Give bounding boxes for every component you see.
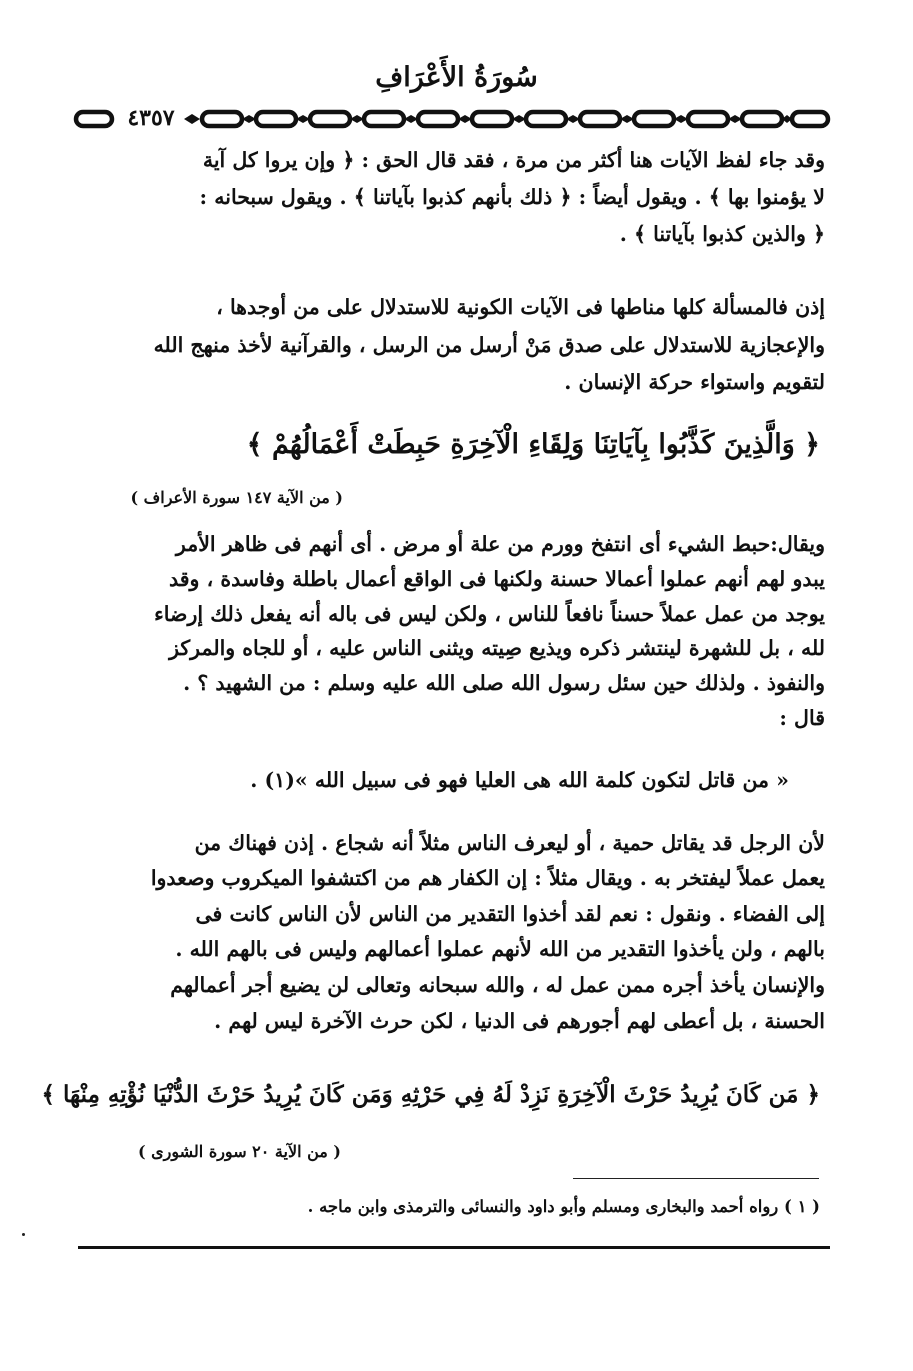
quran-verse: ﴿ مَن كَانَ يُرِيدُ حَرْثَ الْآخِرَةِ نَزِدْ لَهُ فِي حَرْثِهِ وَمَن كَانَ يُرِيدُ حَرْثَ الدُّنْيَا نُؤْتِهِ مِنْهَا ﴾ [41, 1081, 820, 1108]
text-line: قال : [779, 706, 825, 730]
ornamental-border [72, 104, 832, 134]
page-bottom-rule [78, 1246, 830, 1249]
text-line: إذن فالمسألة كلها مناطها فى الآيات الكونية للاستدلال على من أوجدها ، [216, 295, 825, 319]
text-line: والإنسان يأخذ أجره ممن عمل له ، والله سبحانه وتعالى لن يضيع أجر أعمالهم [170, 973, 825, 997]
scan-speck [22, 1233, 25, 1236]
text-line: يوجد من عمل عملاً حسناً نافعاً للناس ، ولكن ليس فى باله أنه يفعل ذلك إرضاء [154, 602, 825, 626]
text-line: لا يؤمنوا بها ﴾ . ويقول أيضاً : ﴿ ذلك بأنهم كذبوا بآياتنا ﴾ . ويقول سبحانه : [199, 185, 825, 209]
text-line: إلى الفضاء . ونقول : نعم لقد أخذوا التقدير من الناس لأن الناس كانت فى [195, 902, 825, 926]
page-number: ٤٣٥٧ [118, 105, 184, 131]
footnote-separator [573, 1178, 819, 1179]
text-line: وقد جاء لفظ الآيات هنا أكثر من مرة ، فقد قال الحق : ﴿ وإن يروا كل آية [202, 148, 825, 172]
text-line: يعمل عملاً ليفتخر به . ويقال مثلاً : إن الكفار هم من اكتشفوا الميكروب وصعدوا [150, 866, 825, 890]
text-line: لأن الرجل قد يقاتل حمية ، أو ليعرف الناس مثلاً أنه شجاع . إذن فهناك من [194, 831, 825, 855]
text-line: بالهم ، ولن يأخذوا التقدير من الله لأنهم عملوا أعمالهم وليس فى بالهم الله . [175, 937, 825, 961]
text-line: الحسنة ، بل أعطى لهم أجورهم فى الدنيا ، لكن حرث الآخرة ليس لهم . [214, 1009, 825, 1033]
text-line: ﴿ والذين كذبوا بآياتنا ﴾ . [619, 222, 825, 246]
text-line: لتقويم واستواء حركة الإنسان . [564, 370, 825, 394]
text-line: ويقال:حبط الشيء أى انتفخ وورم من علة أو مرض . أى أنهم فى ظاهر الأمر [175, 532, 825, 556]
text-line: والإعجازية للاستدلال على صدق مَنْ أرسل من الرسل ، والقرآنية لأخذ منهج الله [153, 333, 825, 357]
text-line: لله ، بل للشهرة لينتشر ذكره ويذيع صِيته ويثنى الناس عليه ، أو للجاه والمركز [169, 636, 825, 660]
verse-citation: ( من الآية ٢٠ سورة الشورى ) [138, 1142, 341, 1161]
hadith-quote: « من قاتل لتكون كلمة الله هى العليا فهو فى سبيل الله »(١) . [250, 768, 789, 792]
quran-verse: ﴿ وَالَّذِينَ كَذَّبُوا بِآيَاتِنَا وَلِقَاءِ الْآخِرَةِ حَبِطَتْ أَعْمَالُهُمْ ﴾ [246, 429, 820, 460]
footnote: ( ١ ) رواه أحمد والبخارى ومسلم وأبو داود والنسائى والترمذى وابن ماجه . [307, 1197, 820, 1216]
verse-citation: ( من الآية ١٤٧ سورة الأعراف ) [130, 488, 343, 507]
text-line: والنفوذ . ولذلك حين سئل رسول الله صلى الله عليه وسلم : من الشهيد ؟ . [183, 671, 825, 695]
surah-title: سُورَةُ الأَعْرَافِ [375, 62, 538, 93]
text-line: يبدو لهم أنهم عملوا أعمالا حسنة ولكنها فى الواقع أعمال باطلة وفاسدة ، وقد [168, 567, 825, 591]
